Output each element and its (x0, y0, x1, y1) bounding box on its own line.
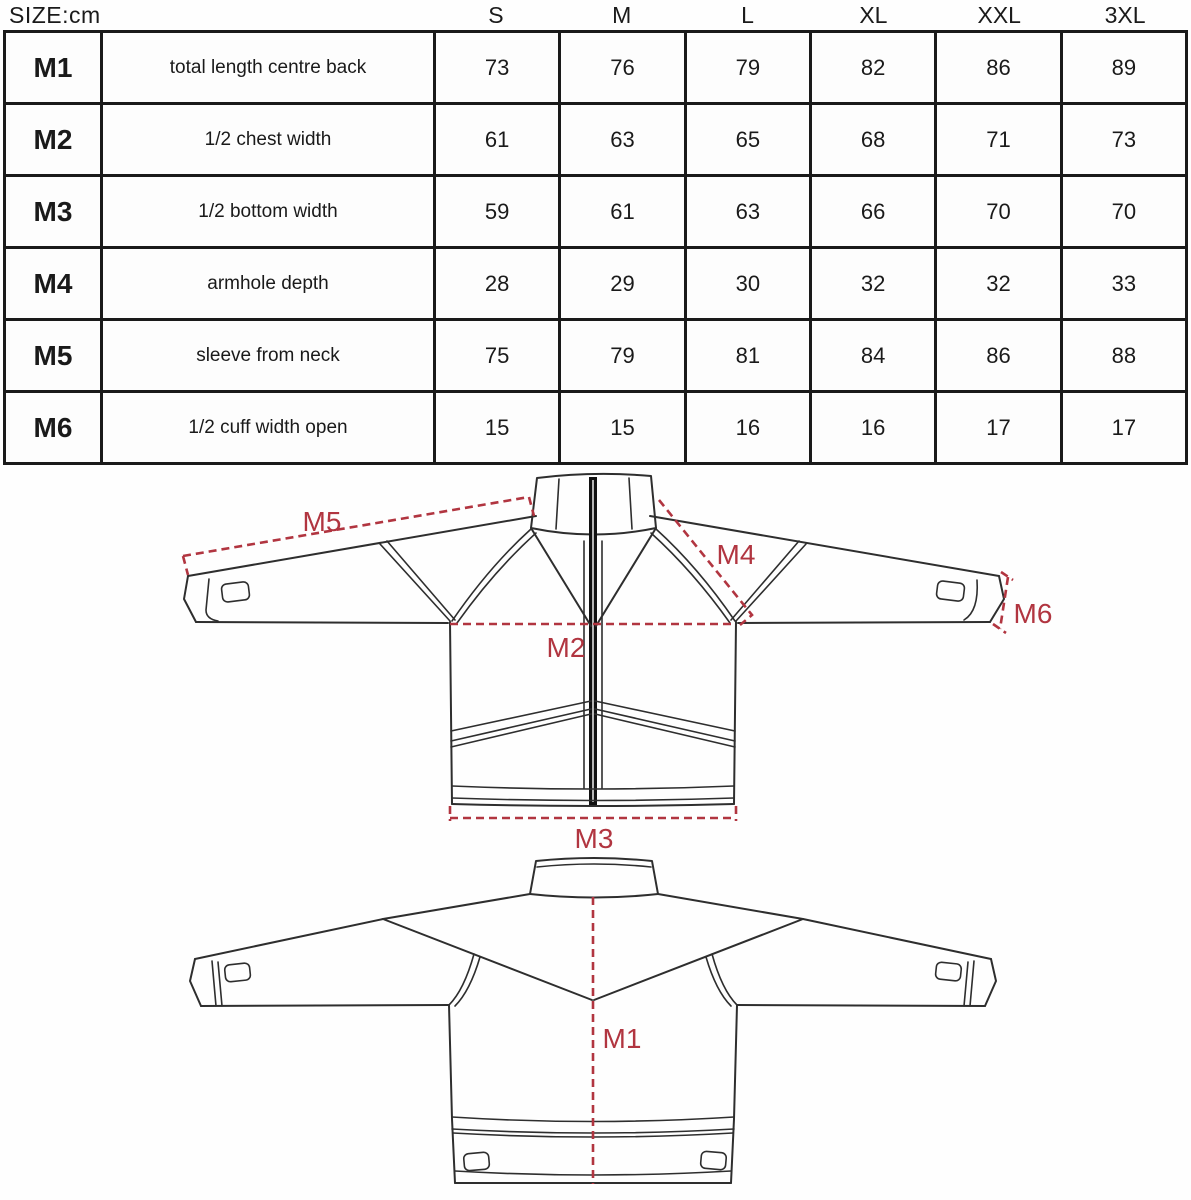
measurement-description: 1/2 chest width (102, 104, 435, 176)
back-left-armhole-seam (449, 954, 480, 1006)
m3-measure-line (450, 806, 736, 821)
measurement-code: M4 (5, 248, 102, 320)
measurement-label-m4: M4 (716, 539, 756, 570)
front-left-cuff-edge (184, 576, 196, 622)
size-value-cell: 16 (810, 392, 935, 464)
size-value-cell: 59 (435, 176, 560, 248)
size-value-cell: 79 (560, 320, 685, 392)
measurement-description: total length centre back (102, 32, 435, 104)
measurement-code: M5 (5, 320, 102, 392)
size-header-s: S (488, 1, 504, 28)
size-value-cell: 15 (435, 392, 560, 464)
front-right-sleeve-underside (738, 622, 990, 623)
size-value-cell: 61 (435, 104, 560, 176)
size-value-cell: 66 (810, 176, 935, 248)
measurement-code: M1 (5, 32, 102, 104)
size-header-m: M (612, 1, 632, 28)
size-value-cell: 16 (685, 392, 810, 464)
back-view-drawing (190, 858, 996, 1184)
measurement-description: 1/2 cuff width open (102, 392, 435, 464)
front-left-sleeve-seam (380, 541, 455, 621)
size-value-cell: 32 (936, 248, 1061, 320)
size-value-cell: 71 (936, 104, 1061, 176)
size-value-cell: 17 (1061, 392, 1186, 464)
size-value-cell: 86 (936, 320, 1061, 392)
front-left-chevron-stripes (451, 701, 591, 747)
back-left-cuff-tab (224, 963, 251, 983)
size-value-cell: 81 (685, 320, 810, 392)
measurement-code: M6 (5, 392, 102, 464)
back-right-armhole-seam (706, 954, 737, 1006)
front-left-sleeve-underside (196, 622, 448, 623)
size-value-cell: 17 (936, 392, 1061, 464)
size-value-cell: 76 (560, 32, 685, 104)
size-header-xxl: XXL (977, 1, 1021, 28)
front-left-raglan-seam (452, 529, 536, 623)
measurement-description: 1/2 bottom width (102, 176, 435, 248)
back-right-cuff-tab (935, 962, 962, 982)
back-right-cuff-seam (964, 961, 974, 1006)
back-left-cuff-edge (190, 959, 201, 1006)
measurement-label-m6: M6 (1013, 598, 1053, 629)
size-value-cell: 73 (435, 32, 560, 104)
front-view-drawing (183, 474, 1052, 854)
back-left-sleeve-underside (201, 1005, 449, 1006)
size-value-cell: 79 (685, 32, 810, 104)
front-left-cuff-tab (221, 581, 250, 602)
size-header-xl: XL (859, 1, 888, 28)
size-value-cell: 63 (685, 176, 810, 248)
size-value-cell: 70 (936, 176, 1061, 248)
size-value-cell: 89 (1061, 32, 1186, 104)
back-left-cuff-seam (212, 961, 222, 1006)
size-value-cell: 70 (1061, 176, 1186, 248)
measurement-code: M3 (5, 176, 102, 248)
size-value-cell: 28 (435, 248, 560, 320)
back-right-cuff-edge (985, 959, 996, 1006)
front-collar-seam-left (556, 479, 559, 529)
front-left-cuff-seam (206, 579, 218, 621)
size-value-cell: 82 (810, 32, 935, 104)
m5-measure-line (183, 497, 534, 575)
size-header-l: L (741, 1, 754, 28)
size-value-cell: 33 (1061, 248, 1186, 320)
measurement-label-m1: M1 (602, 1023, 642, 1054)
size-value-cell: 29 (560, 248, 685, 320)
measurement-label-m5: M5 (302, 506, 342, 537)
unit-label: SIZE:cm (9, 1, 101, 28)
size-value-cell: 65 (685, 104, 810, 176)
back-hem-tab-left (463, 1152, 489, 1171)
size-value-cell: 15 (560, 392, 685, 464)
back-left-shoulder-line (195, 894, 530, 959)
back-right-shoulder-line (658, 894, 991, 959)
size-value-cell: 73 (1061, 104, 1186, 176)
size-value-cell: 32 (810, 248, 935, 320)
back-hem-tab-right (700, 1151, 726, 1170)
back-collar-topstitch (537, 864, 651, 867)
size-value-cell: 68 (810, 104, 935, 176)
size-header-3xl: 3XL (1104, 1, 1146, 28)
measurement-description: sleeve from neck (102, 320, 435, 392)
size-value-cell: 61 (560, 176, 685, 248)
front-collar-seam-right (629, 478, 632, 529)
size-value-cell: 84 (810, 320, 935, 392)
size-value-cell: 86 (936, 32, 1061, 104)
front-right-cuff-edge (990, 576, 1004, 622)
size-value-cell: 30 (685, 248, 810, 320)
measurement-label-m2: M2 (546, 632, 586, 663)
size-value-cell: 75 (435, 320, 560, 392)
measurement-code: M2 (5, 104, 102, 176)
back-v-seams (383, 919, 803, 1000)
size-value-cell: 63 (560, 104, 685, 176)
measurement-label-m3: M3 (574, 823, 614, 854)
back-right-sleeve-underside (737, 1005, 985, 1006)
front-right-chevron-stripes (595, 701, 735, 747)
measurement-description: armhole depth (102, 248, 435, 320)
front-right-cuff-tab (936, 580, 965, 601)
front-right-shoulder-line (650, 516, 999, 576)
size-value-cell: 88 (1061, 320, 1186, 392)
front-right-cuff-seam (964, 580, 977, 620)
